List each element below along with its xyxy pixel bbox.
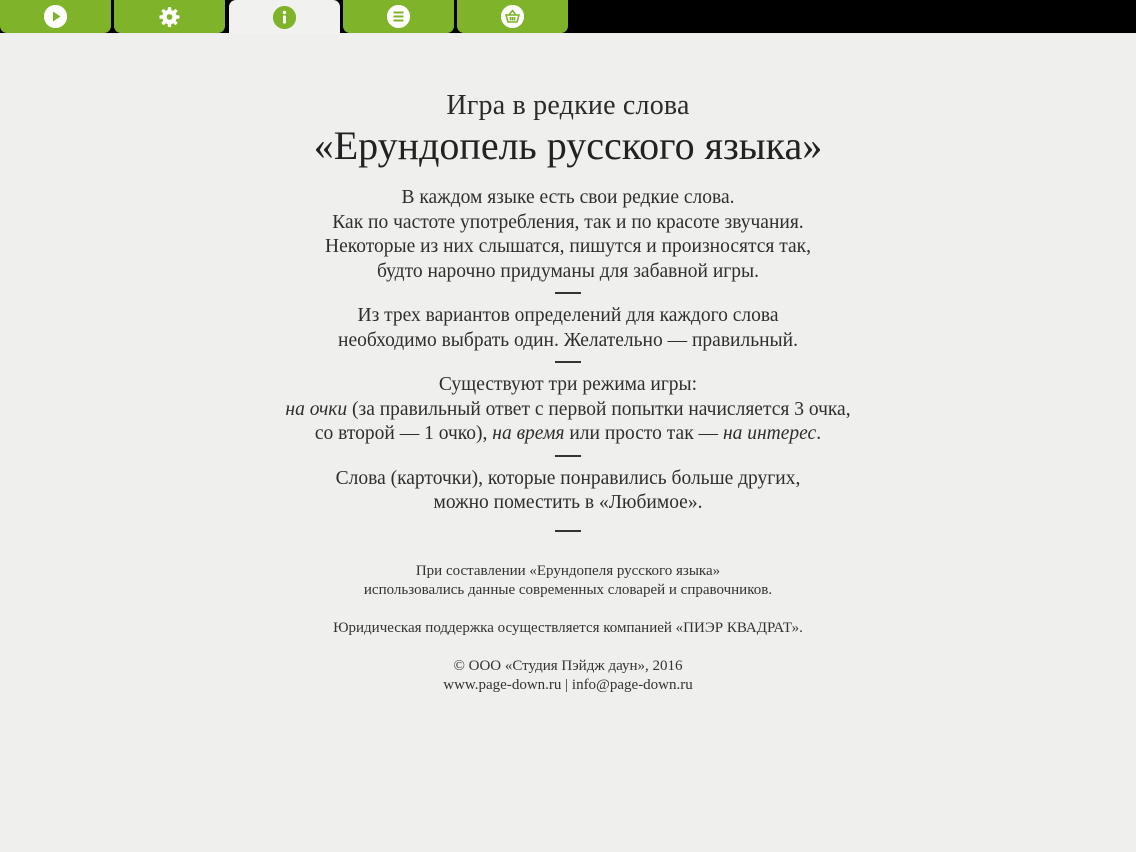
list-icon [387, 5, 410, 28]
description [0, 186, 1136, 542]
section-divider [555, 455, 581, 457]
tab-basket[interactable] [457, 0, 568, 33]
tab-play[interactable] [0, 0, 111, 33]
rules-line: необходимо выбрать один. Желательно — правильный. [338, 329, 798, 351]
section-divider [555, 530, 581, 532]
intro-line: Как по частоте употребления, так и по красоте звучания. [332, 211, 804, 233]
modes-line: Существуют три режима игры: [438, 374, 698, 395]
page-subtitle: Игра в редкие слова [446, 90, 690, 121]
modes-line: со второй — 1 очко), на время или просто так — на интерес. [314, 423, 822, 444]
sources-line: использовались данные современных словарей и справочников. [363, 582, 773, 598]
favorites-line: Слова (карточки), которые понравились больше других, [335, 467, 801, 489]
credits [0, 562, 1136, 695]
intro-line: Некоторые из них слышатся, пишутся и произносятся так, [324, 236, 811, 257]
copyright-line: © ООО «Студия Пэйдж даун», 2016 [453, 658, 683, 674]
modes-line: на очки (за правильный ответ с первой попытки начисляется 3 очка, [285, 398, 851, 420]
rules-line: Из трех вариантов определений для каждого слова [357, 305, 779, 326]
top-tab-bar [0, 0, 1136, 33]
tab-info[interactable] [229, 0, 340, 34]
tab-list[interactable] [343, 0, 454, 33]
mode-time: на время [492, 423, 565, 444]
info-page [0, 34, 1136, 852]
info-icon [273, 6, 296, 29]
intro-line: будто нарочно придуманы для забавной игры. [376, 260, 760, 282]
play-icon [44, 5, 67, 28]
gear-icon [158, 5, 181, 28]
mode-interest: на интерес [722, 423, 817, 444]
tab-settings[interactable] [114, 0, 225, 33]
section-divider [555, 292, 581, 294]
mode-points: на очки [285, 398, 348, 420]
favorites-line: можно поместить в «Любимое». [433, 492, 703, 513]
contacts-line[interactable]: www.page-down.ru | info@page-down.ru [443, 677, 693, 693]
legal-line: Юридическая поддержка осуществляется компанией «ПИЭР КВАДРАТ». [333, 620, 803, 636]
section-divider [555, 361, 581, 363]
page-title: «Ерундопель русского языка» [313, 123, 823, 168]
basket-icon [501, 5, 524, 28]
sources-line: При составлении «Ерундопеля русского языка» [415, 563, 721, 579]
intro-line: В каждом языке есть свои редкие слова. [401, 187, 735, 208]
